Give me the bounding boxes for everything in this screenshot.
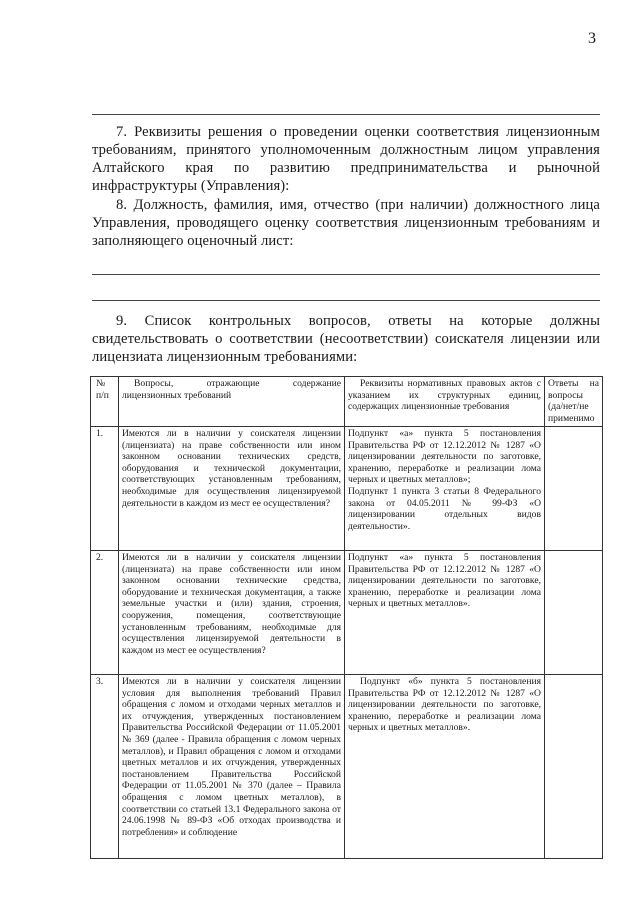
section-7-text: 7. Реквизиты решения о проведении оценки соответствия лицензионным требованиям, принятого уполномоченным должностным лицом управления Алтайского края по развитию предпринимательства и рыночной инфраструктуры (Управления): [92, 124, 600, 194]
section-9-text: 9. Список контрольных вопросов, ответы на которые должны свидетельствовать о соответствии (несоответствии) соискателя лицензии или лицензиата лицензионным требованиями: [92, 313, 600, 365]
header-requisites: Реквизиты нормативных правовых актов с указанием их структурных единиц, содержащих лицензионные требования [345, 377, 545, 427]
row-num: 3. [91, 675, 119, 859]
blank-line-6 [92, 114, 600, 115]
row-question: Имеются ли в наличии у соискателя лицензии условия для выполнения требований Правил обращения с ломом и отходами черных металлов и их отчуждения, утвержденных постановлением Правительства Российской Федерации от 11.05.2001 № 369 (далее - Правила обращения с ломом черных металлов), и Правил обращения с ломом и отходами цветных металлов и их отчуждения, утвержденных постановлением Правительства Российской Федерации от 11.05.2001 № 370 (далее – Правила обращения с ломом цветных металлов), в соответствии со статьей 13.1 Федерального закона от 24.06.1998 № 89-ФЗ «Об отходах производства и потребления» и соблюдение [119, 675, 345, 859]
table-row [91, 427, 603, 551]
header-questions: Вопросы, отражающие содержание лицензионных требований [119, 377, 345, 427]
section-8-text: 8. Должность, фамилия, имя, отчество (при наличии) должностного лица Управления, проводящего оценку соответствия лицензионным требованиям и заполняющего оценочный лист: [92, 197, 600, 249]
section-7-paragraph [92, 123, 600, 195]
row-requisites: Подпункт «б» пункта 5 постановления Правительства РФ от 12.12.2012 № 1287 «О лицензировании деятельности по заготовке, хранению, переработке и реализации лома черных и цветных металлов». [345, 675, 545, 859]
table-row [91, 675, 603, 859]
row-question: Имеются ли в наличии у соискателя лицензии (лицензиата) на праве собственности или ином законном основании технических средств, оборудования и технической документации, соответствующих установленным требованиям, необходимые для осуществления лицензируемой деятельности в каждом из мест ее осуществления? [119, 427, 345, 551]
table-header-row [91, 377, 603, 427]
table-row [91, 551, 603, 675]
row-question: Имеются ли в наличии у соискателя лицензии (лицензиата) на праве собственности или ином законном основании технические средства, оборудование и техническая документация, а также земельные участки и (или) здания, строения, сооружения, помещения, соответствующие установленным требованиям, необходимые для осуществления лицензируемой деятельности в каждом из мест ее осуществления? [119, 551, 345, 675]
row-answer-cell[interactable] [545, 427, 603, 551]
section-9-paragraph [92, 312, 600, 366]
blank-line-8b [92, 300, 600, 301]
row-num: 2. [91, 551, 119, 675]
row-answer-cell[interactable] [545, 675, 603, 859]
row-requisites: Подпункт «а» пункта 5 постановления Правительства РФ от 12.12.2012 № 1287 «О лицензировании деятельности по заготовке, хранению, переработке и реализации лома черных и цветных металлов»; Подпункт 1 пункта 3 статьи 8 Федерального закона от 04.05.2011 № 99-ФЗ «О лицензировании отдельных видов деятельности». [345, 427, 545, 551]
row-requisites: Подпункт «а» пункта 5 постановления Правительства РФ от 12.12.2012 № 1287 «О лицензировании деятельности по заготовке, хранению, переработке и реализации лома черных и цветных металлов». [345, 551, 545, 675]
header-answers: Ответы на вопросы (да/нет/не применимо [545, 377, 603, 427]
section-8-paragraph [92, 196, 600, 250]
row-num: 1. [91, 427, 119, 551]
page-number: 3 [588, 30, 596, 47]
checklist-table [90, 376, 603, 859]
blank-line-8a [92, 274, 600, 275]
row-answer-cell[interactable] [545, 551, 603, 675]
header-num: № п/п [91, 377, 119, 427]
